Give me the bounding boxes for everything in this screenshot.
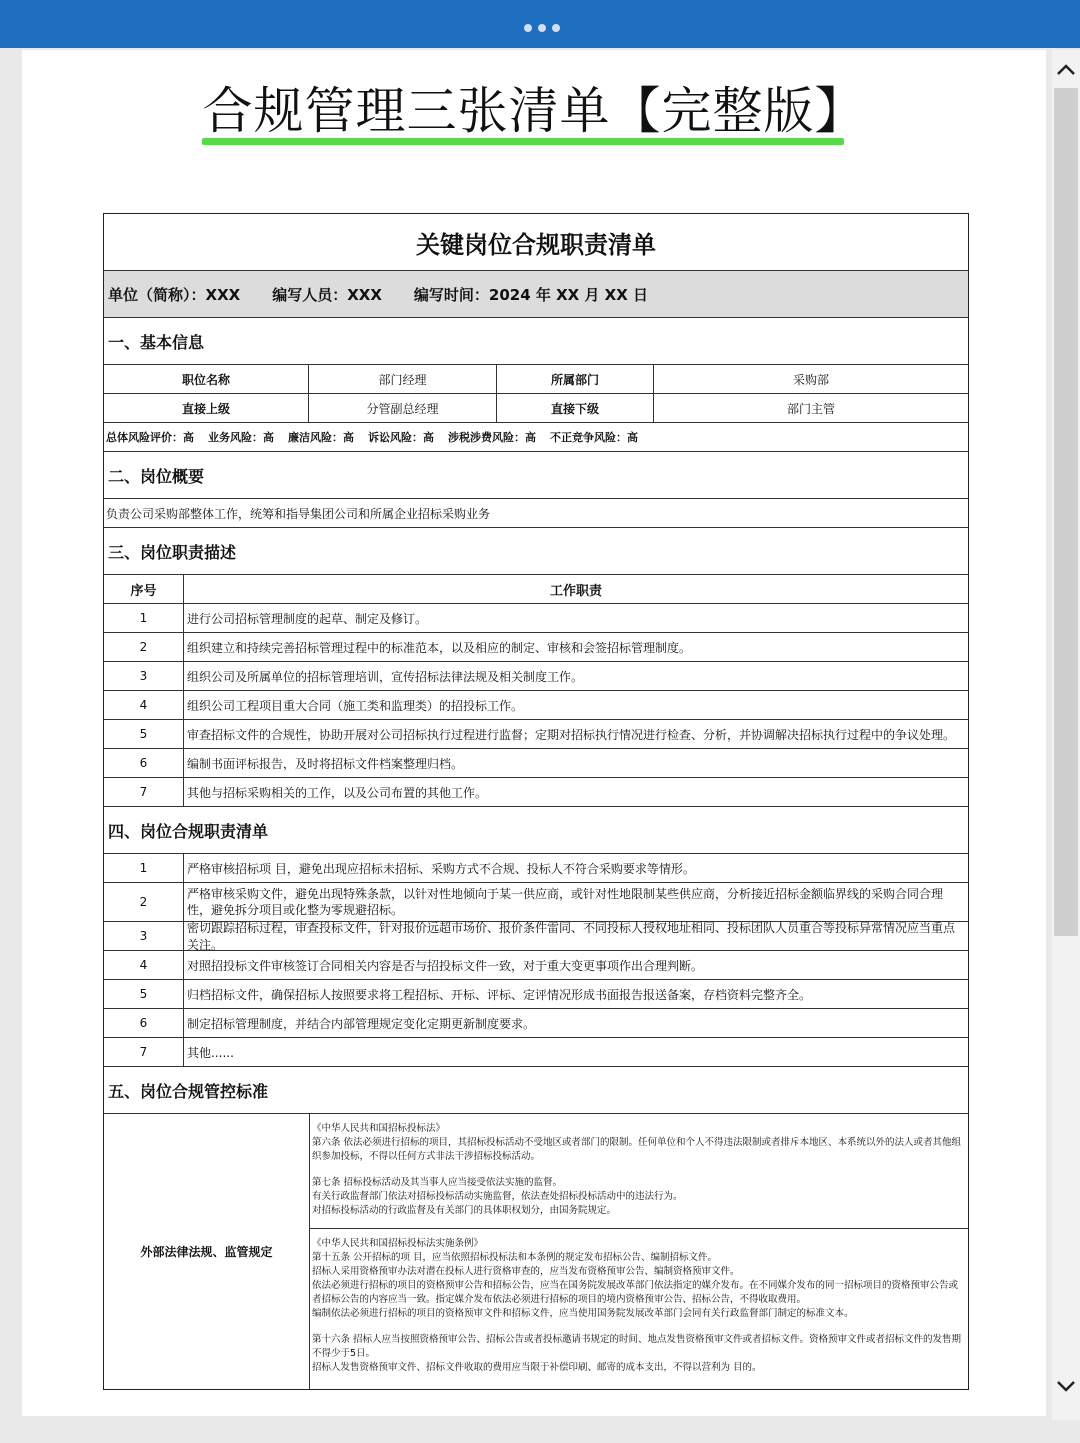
law-line: 对招标投标活动的行政监督及有关部门的具体职权划分，由国务院规定。 [312,1205,617,1216]
label-cell: 所属部门 [497,365,654,393]
row-index: 2 [104,883,184,921]
row-text: 严格审核采购文件，避免出现特殊条款，以针对性地倾向于某一供应商，或针对性地限制某些供应商，分析接近招标金额临界线的采购合同合理性，避免拆分项目或化整为零规避招标。 [187,887,944,917]
summary-row: 负责公司采购部整体工作，统筹和指导集团公司和所属企业招标采购业务 [104,499,968,528]
row-text: 组织公司及所属单位的招标管理培训，宣传招标法律法规及相关制度工作。 [187,669,584,684]
row-text: 审查招标文件的合规性，协助开展对公司招标执行过程进行监督；定期对招标执行情况进行检查、分析，并协调解决招标执行过程中的争议处理。 [187,727,956,742]
value-cell: 部门经理 [309,365,497,393]
basic-info-row [104,365,968,394]
value-cell: 部门主管 [786,401,835,416]
row-text: 组织公司工程项目重大合同（施工类和监理类）的招投标工作。 [187,698,524,713]
document-page [22,50,1046,1416]
law-label: 外部法律法规、监管规定 [104,1114,310,1389]
row-text: 其他与招标采购相关的工作，以及公司布置的其他工作。 [187,785,488,800]
scrollbar-thumb[interactable] [1054,88,1078,936]
row-index: 1 [104,854,184,882]
risk-item: 廉洁风险：高 [288,431,354,444]
law-line: 《中华人民共和国招标投标法实施条例》 [312,1238,484,1249]
risk-item: 不正竞争风险：高 [550,431,638,444]
value-cell: 分管副总经理 [309,394,497,422]
table-row [104,778,968,807]
section-heading: 五、岗位合规管控标准 [104,1067,968,1114]
scrollbar[interactable] [1052,50,1080,1420]
table-row [104,883,968,922]
row-text: 归档招标文件，确保招标人按照要求将工程招标、开标、评标、定评情况形成书面报告报送备案，存档资料完整齐全。 [187,987,812,1002]
law-block [310,1114,968,1229]
header-index: 序号 [104,575,184,603]
table-row [104,1009,968,1038]
row-text: 组织建立和持续完善招标管理过程中的标准范本，以及相应的制定、审核和会签招标管理制度。 [187,640,692,655]
law-block [310,1229,968,1389]
value-cell: 采购部 [792,372,829,387]
risk-item: 涉税涉费风险：高 [448,431,536,444]
row-text: 其他...... [187,1045,234,1060]
duty-header-row [104,575,968,604]
row-text: 对照招投标文件审核签订合同相关内容是否与招投标文件一致，对于重大变更事项作出合理判断。 [187,958,704,973]
table-row [104,854,968,883]
row-index: 6 [104,1009,184,1037]
section-heading: 四、岗位合规职责清单 [104,807,968,854]
top-bar [0,0,1080,48]
table-row [104,720,968,749]
row-index: 3 [104,922,184,950]
table-row [104,922,968,951]
section-heading: 一、基本信息 [104,318,968,365]
table-row [104,951,968,980]
section-heading: 三、岗位职责描述 [104,528,968,575]
row-index: 5 [104,980,184,1008]
header-duty: 工作职责 [549,583,602,599]
law-line: 有关行政监督部门依法对招标投标活动实施监督，依法查处招标投标活动中的违法行为。 [312,1191,683,1202]
law-line: 招标人采用资格预审办法对潜在投标人进行资格审查的，应当发布资格预审公告、编制资格预审文件。 [312,1266,740,1277]
row-index: 3 [104,662,184,690]
law-row [104,1114,968,1389]
basic-info-row [104,394,968,423]
row-text: 制定招标管理制度，并结合内部管理规定变化定期更新制度要求。 [187,1016,536,1031]
section-heading: 二、岗位概要 [104,452,968,499]
table-row [104,662,968,691]
page-title: 合规管理三张清单【完整版】 [202,82,866,140]
row-text: 密切跟踪招标过程，审查投标文件，针对报价远超市场价、报价条件雷同、不同投标人授权地址相同、投标团队人员重合等投标异常情况应当重点关注。 [187,921,956,952]
row-index: 2 [104,633,184,661]
meta-unit: 单位（简称）：XXX [108,285,241,304]
table-row [104,1038,968,1067]
row-index: 5 [104,720,184,748]
scroll-down-icon[interactable] [1052,1368,1080,1404]
law-line: 《中华人民共和国招标投标法》 [312,1123,446,1134]
law-line: 第七条 招标投标活动及其当事人应当接受依法实施的监督。 [312,1177,563,1188]
meta-row [104,271,968,318]
law-line: 依法必须进行招标的项目的资格预审公告和招标公告，应当在国务院发展改革部门依法指定的媒介发布。在不同媒介发布的同一招标项目的资格预审公告或者招标公告的内容应当一致。指定媒介发布依法必须进行招标的项目的境内资格预审公告、招标公告，不得收取费用。 [312,1280,959,1305]
more-options-icon[interactable] [524,24,560,32]
row-index: 4 [104,951,184,979]
risk-row [104,423,968,452]
risk-item: 业务风险：高 [208,431,274,444]
meta-author: 编写人员：XXX [272,285,382,304]
table-row [104,980,968,1009]
table-row [104,691,968,720]
law-line: 编制依法必须进行招标的项目的资格预审文件和招标文件，应当使用国务院发展改革部门会同有关行政监督部门制定的标准文本。 [312,1308,854,1319]
duty-table [103,213,969,1390]
table-row [104,633,968,662]
row-index: 4 [104,691,184,719]
table-title: 关键岗位合规职责清单 [104,214,968,271]
row-index: 7 [104,778,184,806]
scroll-up-icon[interactable] [1052,52,1080,88]
law-line: 第十六条 招标人应当按照资格预审公告、招标公告或者投标邀请书规定的时间、地点发售资格预审文件或者招标文件。资格预审文件或者招标文件的发售期不得少于5日。 [312,1334,962,1359]
table-row [104,604,968,633]
law-line: 第十五条 公开招标的项 目，应当依照招标投标法和本条例的规定发布招标公告、编制招标文件。 [312,1252,718,1263]
law-line: 招标人发售资格预审文件、招标文件收取的费用应当限于补偿印刷、邮寄的成本支出，不得以营利为 目的。 [312,1362,762,1373]
row-text: 严格审核招标项 目，避免出现应招标未招标、采购方式不合规、投标人不符合采购要求等情形。 [187,861,695,876]
row-text: 进行公司招标管理制度的起草、制定及修订。 [187,611,428,626]
label-cell: 直接下级 [497,394,654,422]
table-row [104,749,968,778]
row-text: 编制书面评标报告，及时将招标文件档案整理归档。 [187,756,464,771]
label-cell: 直接上级 [104,394,309,422]
row-index: 7 [104,1038,184,1066]
label-cell: 职位名称 [104,365,309,393]
risk-item: 诉讼风险：高 [368,431,434,444]
row-index: 6 [104,749,184,777]
law-line: 第六条 依法必须进行招标的项目，其招标投标活动不受地区或者部门的限制。任何单位和个人不得违法限制或者排斥本地区、本系统以外的法人或者其他组织参加投标，不得以任何方式非法干涉招标投标活动。 [312,1137,962,1162]
risk-item: 总体风险评价：高 [106,431,194,444]
row-index: 1 [104,604,184,632]
meta-time: 编写时间：2024 年 XX 月 XX 日 [413,285,649,304]
